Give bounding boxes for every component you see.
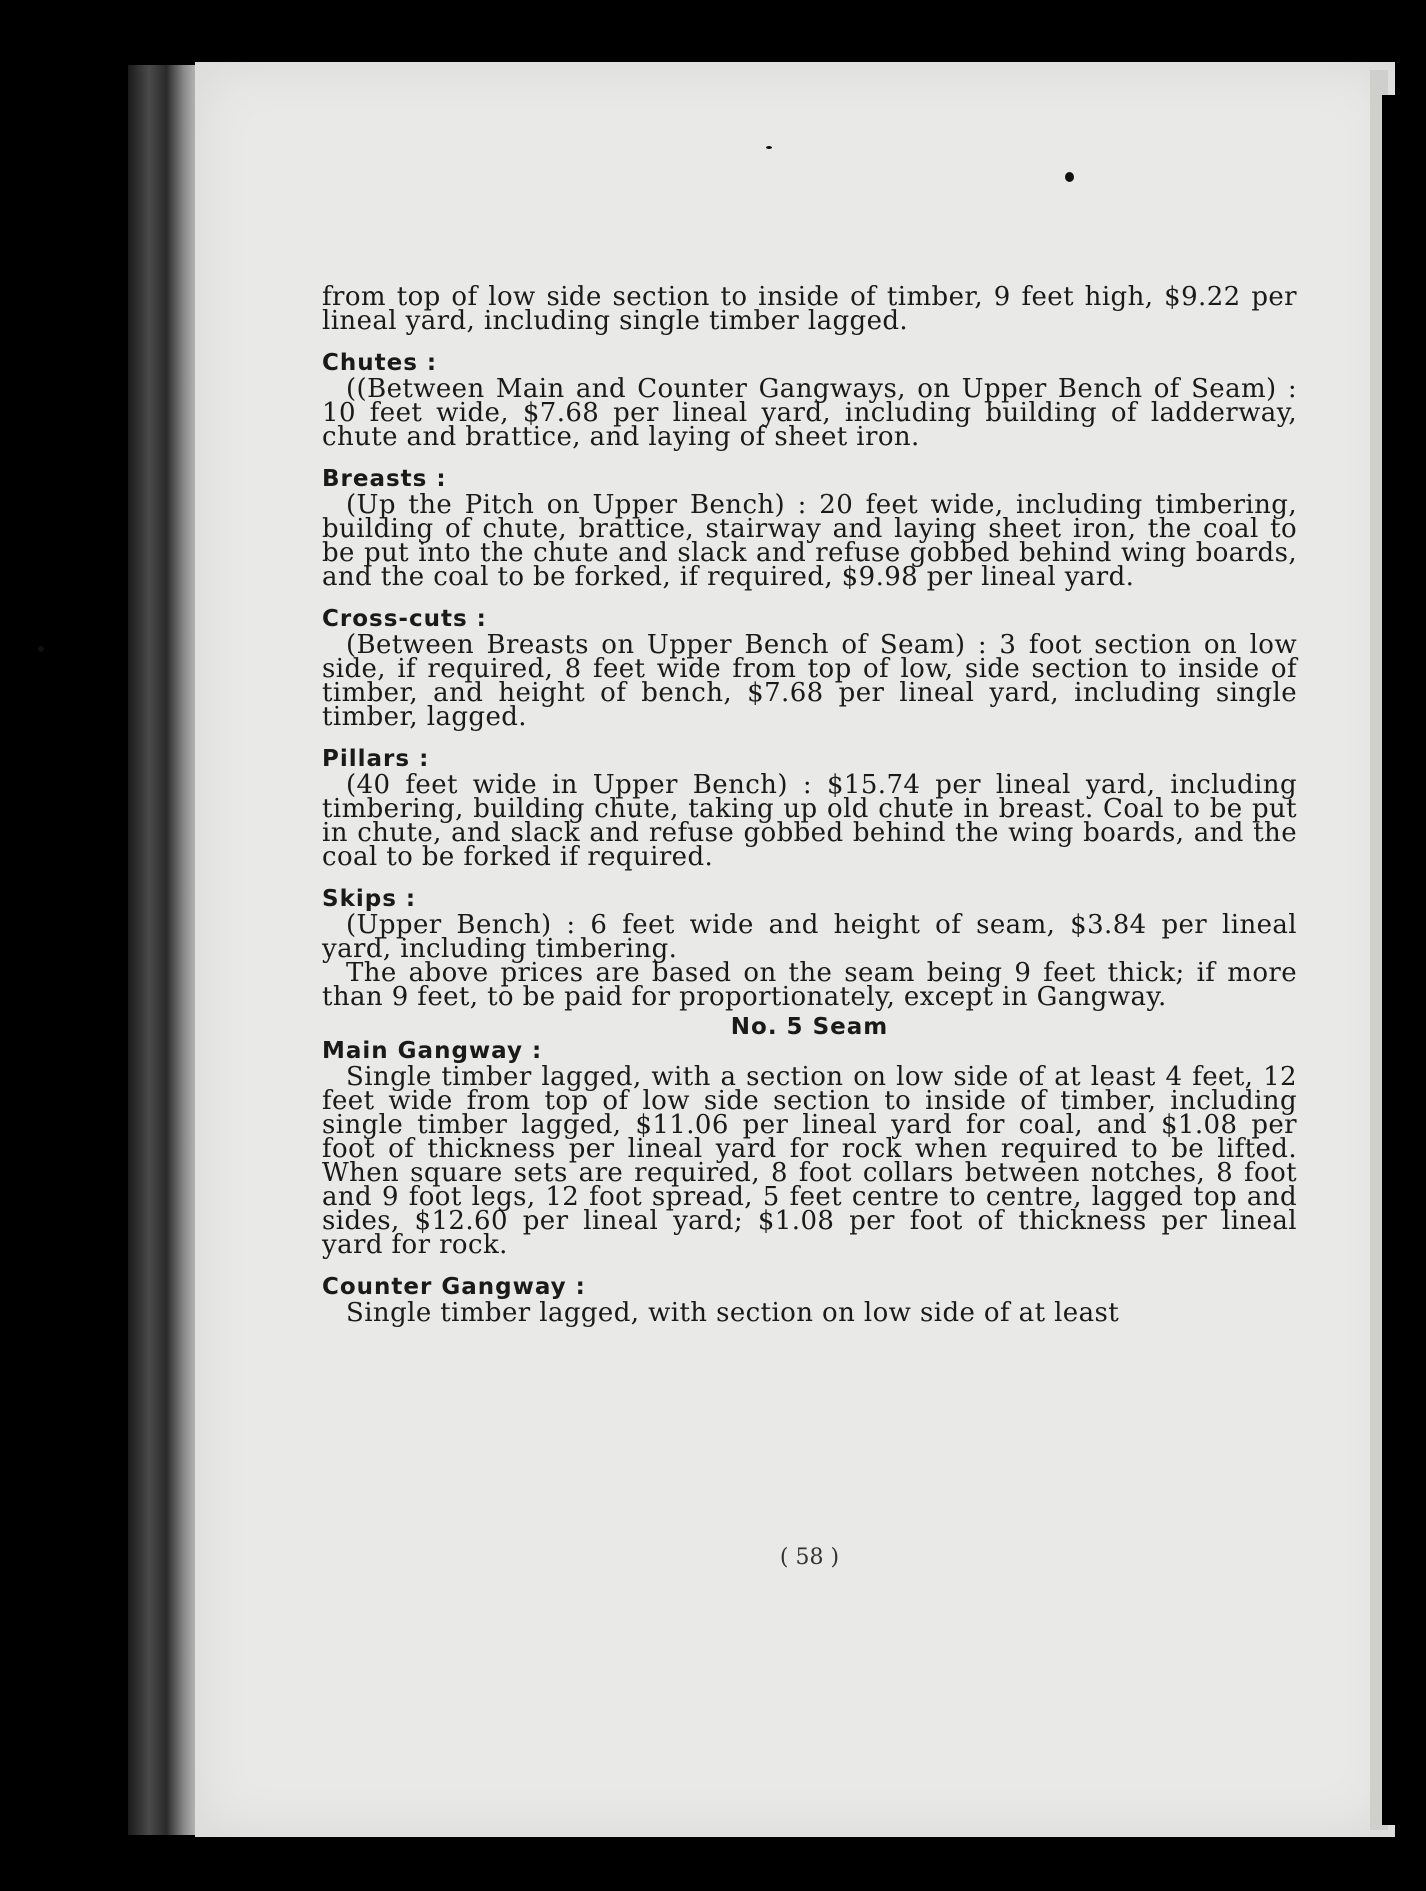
section-heading-breasts: Breasts : — [322, 466, 447, 492]
paragraph: (Between Breasts on Upper Bench of Seam) : 3 foot section on low side, if required, 8 feet wide from top of low, side section to inside of timber, and height of bench, $7.68 per lineal yard, including single timber, lagged. — [322, 630, 1297, 732]
section-heading-pillars: Pillars : — [322, 746, 430, 772]
paragraph: (Up the Pitch on Upper Bench) : 20 feet wide, including timbering, building of chute, brattice, stairway and laying sheet iron, the coal to be put into the chute and slack and refuse gobbed behind wing boards, and the coal to be forked, if required, $9.98 per lineal yard. — [322, 490, 1297, 592]
book-spine — [128, 65, 198, 1835]
paragraph: The above prices are based on the seam being 9 feet thick; if more than 9 feet, to be paid for proportionately, except in Gangway. — [322, 958, 1297, 1012]
paragraph: (Upper Bench) : 6 feet wide and height of seam, $3.84 per lineal yard, including timbering. — [322, 910, 1297, 964]
section-heading-main-gangway: Main Gangway : — [322, 1038, 543, 1064]
paragraph: (40 feet wide in Upper Bench) : $15.74 per lineal yard, including timbering, building chute, taking up old chute in breast. Coal to be put in chute, and slack and refuse gobbed behind the wing boards, and the coal to be forked if required. — [322, 770, 1297, 872]
paragraph: Single timber lagged, with section on low side of at least — [346, 1298, 1120, 1328]
seam-heading: No. 5 Seam — [730, 1014, 889, 1040]
section-heading-chutes: Chutes : — [322, 350, 438, 376]
ink-speck — [38, 646, 44, 652]
paragraph: ((Between Main and Counter Gangways, on Upper Bench of Seam) : 10 feet wide, $7.68 per lineal yard, including building of ladderway, chute and brattice, and laying of sheet iron. — [322, 374, 1297, 452]
paragraph: Single timber lagged, with a section on low side of at least 4 feet, 12 feet wide from top of low side section to inside of timber, including single timber lagged, $11.06 per lineal yard for coal, and $1.08 per foot of thickness per lineal yard for rock when required to be lifted. When square sets are required, 8 foot collars between notches, 8 foot and 9 foot legs, 12 foot spread, 5 feet centre to centre, lagged top and sides, $12.60 per lineal yard; $1.08 per foot of thickness per lineal yard for rock. — [322, 1062, 1297, 1260]
section-heading-counter-gangway: Counter Gangway : — [322, 1274, 586, 1300]
dark-margin — [1382, 95, 1426, 1825]
paragraph: from top of low side section to inside of timber, 9 feet high, $9.22 per lineal yard, including single timber lagged. — [322, 282, 1297, 336]
page-number: ( 58 ) — [779, 1545, 840, 1570]
section-heading-skips: Skips : — [322, 886, 417, 912]
section-heading-cross-cuts: Cross-cuts : — [322, 606, 487, 632]
folio-area — [322, 0, 1297, 1891]
